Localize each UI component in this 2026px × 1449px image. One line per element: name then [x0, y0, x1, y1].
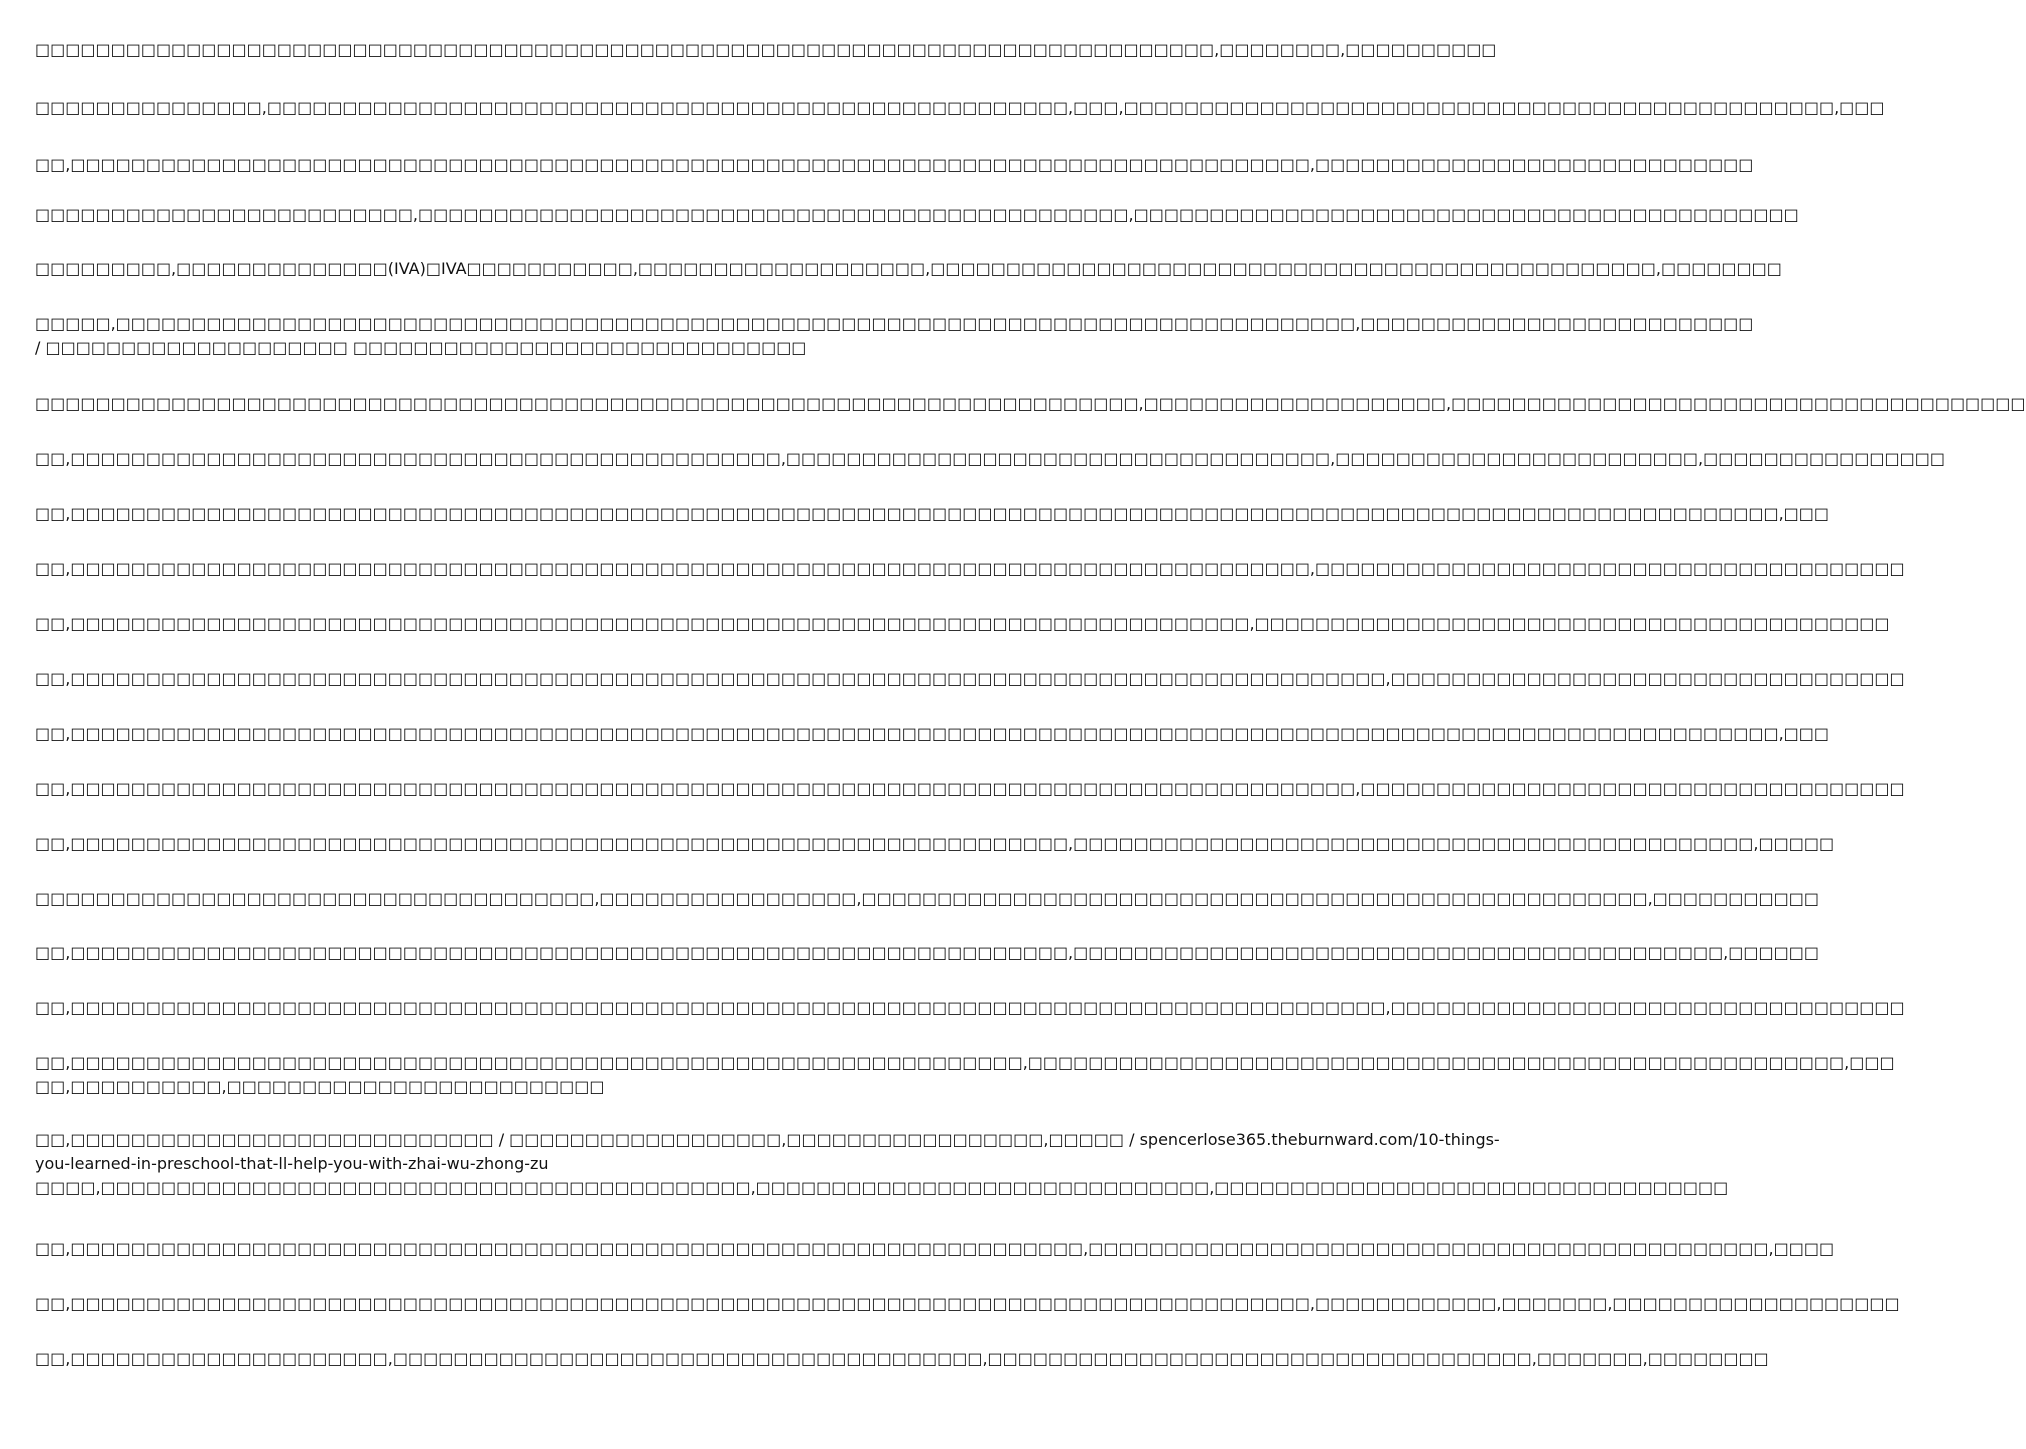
paragraph-line: □□,□□□□□□□□□□□□□□□□□□□□□□□□□□□□□□□□□□□□□□□□□□□□□□□□□□□□□□□□□□□□□□□□□□□□□□□□□□□□□□,□□□□□□□□□□□□□□□□□□□□□□□□□□□□□□□□□□□□□□□□□□: [35, 614, 1890, 633]
paragraph-line: □□,□□□□□□□□□□□□□□□□□□□□□□□□□□□□□□□□□□□□□□□□□□□□□□□□□□□□□□□□□□□□□□□□□□□□□□□□□□□□□□□□□□□□□□□□□□□□□□□□□□□□□□□□□□□□□□□□□,□□□: [35, 504, 1829, 523]
paragraph: [35, 612, 1890, 636]
paragraph: [35, 941, 1819, 965]
paragraph: [35, 1237, 1835, 1261]
paragraph-line: □□,□□□□□□□□□□□□□□□□□□□□□□□□□□□□□□□□□□□□□□□□□□□□□□□□□□□□□□□□□□□□□□□□□□□□□□□□□□□□□□□□□□,□□□□□□□□□□□□□□□□□□□□□□□□□□□□□: [35, 155, 1754, 174]
paragraph: [35, 1292, 1900, 1316]
paragraph-line: □□,□□□□□□□□□□□□□□□□□□□□□□□□□□□□□□□□□□□□□□□□□□□□□□□,□□□□□□□□□□□□□□□□□□□□□□□□□□□□□□□□□□□□,□□□□□□□□□□□□□□□□□□□□□□□□,□□□□□□□□□□□□□□□□: [35, 449, 1945, 468]
paragraph: [35, 1051, 1895, 1099]
paragraph: [35, 38, 1497, 62]
paragraph: [35, 312, 1754, 360]
paragraph: [35, 777, 1905, 801]
paragraph-line: □□,□□□□□□□□□□□□□□□□□□□□□□□□□□□□ / □□□□□□□□□□□□□□□□□□,□□□□□□□□□□□□□□□□□,□□□□□ / spencerlose365.theburnward.com/10-things-: [35, 1130, 1500, 1149]
paragraph-line: □□,□□□□□□□□□□□□□□□□□□□□□□□□□□□□□□□□□□□□□□□□□□□□□□□□□□□□□□□□□□□□□□□□□□□□□□□□□□□□□□□□□□□□□□□,□□□□□□□□□□□□□□□□□□□□□□□□□□□□□□□□□□: [35, 998, 1905, 1017]
paragraph: [35, 392, 2026, 416]
paragraph-line: □□,□□□□□□□□□□□□□□□□□□□□□□□□□□□□□□□□□□□□□□□□□□□□□□□□□□□□□□□□□□□□□□□,□□□□□□□□□□□□□□□□□□□□□□□□□□□□□□□□□□□□□□□□□□□□□□□□□□□□□□,□□□: [35, 1053, 1895, 1072]
paragraph-line: □□,□□□□□□□□□□□□□□□□□□□□□□□□□□□□□□□□□□□□□□□□□□□□□□□□□□□□□□□□□□□□□□□□□□,□□□□□□□□□□□□□□□□□□□□□□□□□□□□□□□□□□□□□□□□□□□□□,□□□□□: [35, 834, 1835, 853]
paragraph: [35, 996, 1905, 1020]
paragraph: [35, 722, 1829, 746]
paragraph-line: you-learned-in-preschool-that-ll-help-you-with-zhai-wu-zhong-zu: [35, 1154, 549, 1173]
paragraph-line: □□,□□□□□□□□□□□□□□□□□□□□□□□□□□□□□□□□□□□□□□□□□□□□□□□□□□□□□□□□□□□□□□□□□□□□□□□□□□□□□□□□□□,□□□□□□□□□□□□,□□□□□□□,□□□□□□□□□□□□□□□□□□□: [35, 1294, 1900, 1313]
paragraph: [35, 203, 1799, 227]
paragraph-line: / □□□□□□□□□□□□□□□□□□□□ □□□□□□□□□□□□□□□□□□□□□□□□□□□□□□: [35, 338, 807, 357]
paragraph-line: □□,□□□□□□□□□□□□□□□□□□□□□,□□□□□□□□□□□□□□□□□□□□□□□□□□□□□□□□□□□□□□□,□□□□□□□□□□□□□□□□□□□□□□□□□□□□□□□□□□□□,□□□□□□□,□□□□□□□□: [35, 1349, 1769, 1368]
paragraph: [35, 667, 1905, 691]
paragraph-line: □□□□□□□□□□□□□□□□□□□□□□□□□,□□□□□□□□□□□□□□□□□□□□□□□□□□□□□□□□□□□□□□□□□□□□□□□,□□□□□□□□□□□□□□□□□□□□□□□□□□□□□□□□□□□□□□□□□□□□: [35, 205, 1799, 224]
paragraph: [35, 257, 1782, 281]
paragraph: [35, 502, 1829, 526]
paragraph: [35, 447, 1945, 471]
paragraph-line: □□□□□□□□□□□□□□□□□□□□□□□□□□□□□□□□□□□□□,□□□□□□□□□□□□□□□□□,□□□□□□□□□□□□□□□□□□□□□□□□□□□□□□□□□□□□□□□□□□□□□□□□□□□□,□□□□□□□□□□□: [35, 889, 1819, 908]
paragraph: [35, 1347, 1769, 1371]
paragraph: [35, 557, 1905, 581]
paragraph: [35, 153, 1754, 177]
paragraph-line: □□□□□□□□□,□□□□□□□□□□□□□□(IVA)□IVA□□□□□□□□□□□,□□□□□□□□□□□□□□□□□□□,□□□□□□□□□□□□□□□□□□□□□□□□□□□□□□□□□□□□□□□□□□□□□□□□,□□□□□□□□: [35, 259, 1782, 278]
paragraph-line: □□□□□,□□□□□□□□□□□□□□□□□□□□□□□□□□□□□□□□□□□□□□□□□□□□□□□□□□□□□□□□□□□□□□□□□□□□□□□□□□□□□□□□□□,□□□□□□□□□□□□□□□□□□□□□□□□□□: [35, 314, 1754, 333]
paragraph-line: □□□□□□□□□□□□□□□,□□□□□□□□□□□□□□□□□□□□□□□□□□□□□□□□□□□□□□□□□□□□□□□□□□□□□,□□□,□□□□□□□□□□□□□□□□□□□□□□□□□□□□□□□□□□□□□□□□□□□□□□□,□□□: [35, 98, 1885, 117]
paragraph: [35, 96, 1885, 120]
paragraph-line: □□□□□□□□□□□□□□□□□□□□□□□□□□□□□□□□□□□□□□□□□□□□□□□□□□□□□□□□□□□□□□□□□□□□□□□□□,□□□□□□□□□□□□□□□□□□□□,□□□□□□□□□□□□□□□□□□□□□□□□□□□□□□□□□□□□□□: [35, 394, 2026, 413]
paragraph-line: □□,□□□□□□□□□□□□□□□□□□□□□□□□□□□□□□□□□□□□□□□□□□□□□□□□□□□□□□□□□□□□□□□□□□□□□□□□□□□□□□□□□□□□□,□□□□□□□□□□□□□□□□□□□□□□□□□□□□□□□□□□□□: [35, 779, 1905, 798]
paragraph-line: □□,□□□□□□□□□□□□□□□□□□□□□□□□□□□□□□□□□□□□□□□□□□□□□□□□□□□□□□□□□□□□□□□□□□□□□□□□□□□□□□□□□□,□□□□□□□□□□□□□□□□□□□□□□□□□□□□□□□□□□□□□□□: [35, 559, 1905, 578]
paragraph-line: □□□□□□□□□□□□□□□□□□□□□□□□□□□□□□□□□□□□□□□□□□□□□□□□□□□□□□□□□□□□□□□□□□□□□□□□□□□□□□,□□□□□□□□,□□□□□□□□□□: [35, 40, 1497, 59]
paragraph-line: □□,□□□□□□□□□□□□□□□□□□□□□□□□□□□□□□□□□□□□□□□□□□□□□□□□□□□□□□□□□□□□□□□□□□□□□□□□□□□□□□□□□□□□□□□□□□□□□□□□□□□□□□□□□□□□□□□□□,□□□: [35, 724, 1829, 743]
paragraph: [35, 1128, 1729, 1200]
paragraph-line: □□,□□□□□□□□□□□□□□□□□□□□□□□□□□□□□□□□□□□□□□□□□□□□□□□□□□□□□□□□□□□□□□□□□□,□□□□□□□□□□□□□□□□□□□□□□□□□□□□□□□□□□□□□□□□□□□,□□□□□□: [35, 943, 1819, 962]
paragraph-line: □□□□,□□□□□□□□□□□□□□□□□□□□□□□□□□□□□□□□□□□□□□□□□□□,□□□□□□□□□□□□□□□□□□□□□□□□□□□□□□,□□□□□□□□□□□□□□□□□□□□□□□□□□□□□□□□□□: [35, 1178, 1729, 1197]
paragraph: [35, 832, 1835, 856]
paragraph-line: □□,□□□□□□□□□□□□□□□□□□□□□□□□□□□□□□□□□□□□□□□□□□□□□□□□□□□□□□□□□□□□□□□□□□□,□□□□□□□□□□□□□□□□□□□□□□□□□□□□□□□□□□□□□□□□□□□□□,□□□□: [35, 1239, 1835, 1258]
paragraph-line: □□,□□□□□□□□□□,□□□□□□□□□□□□□□□□□□□□□□□□□: [35, 1077, 605, 1096]
paragraph: [35, 887, 1819, 911]
paragraph-line: □□,□□□□□□□□□□□□□□□□□□□□□□□□□□□□□□□□□□□□□□□□□□□□□□□□□□□□□□□□□□□□□□□□□□□□□□□□□□□□□□□□□□□□□□□,□□□□□□□□□□□□□□□□□□□□□□□□□□□□□□□□□□: [35, 669, 1905, 688]
